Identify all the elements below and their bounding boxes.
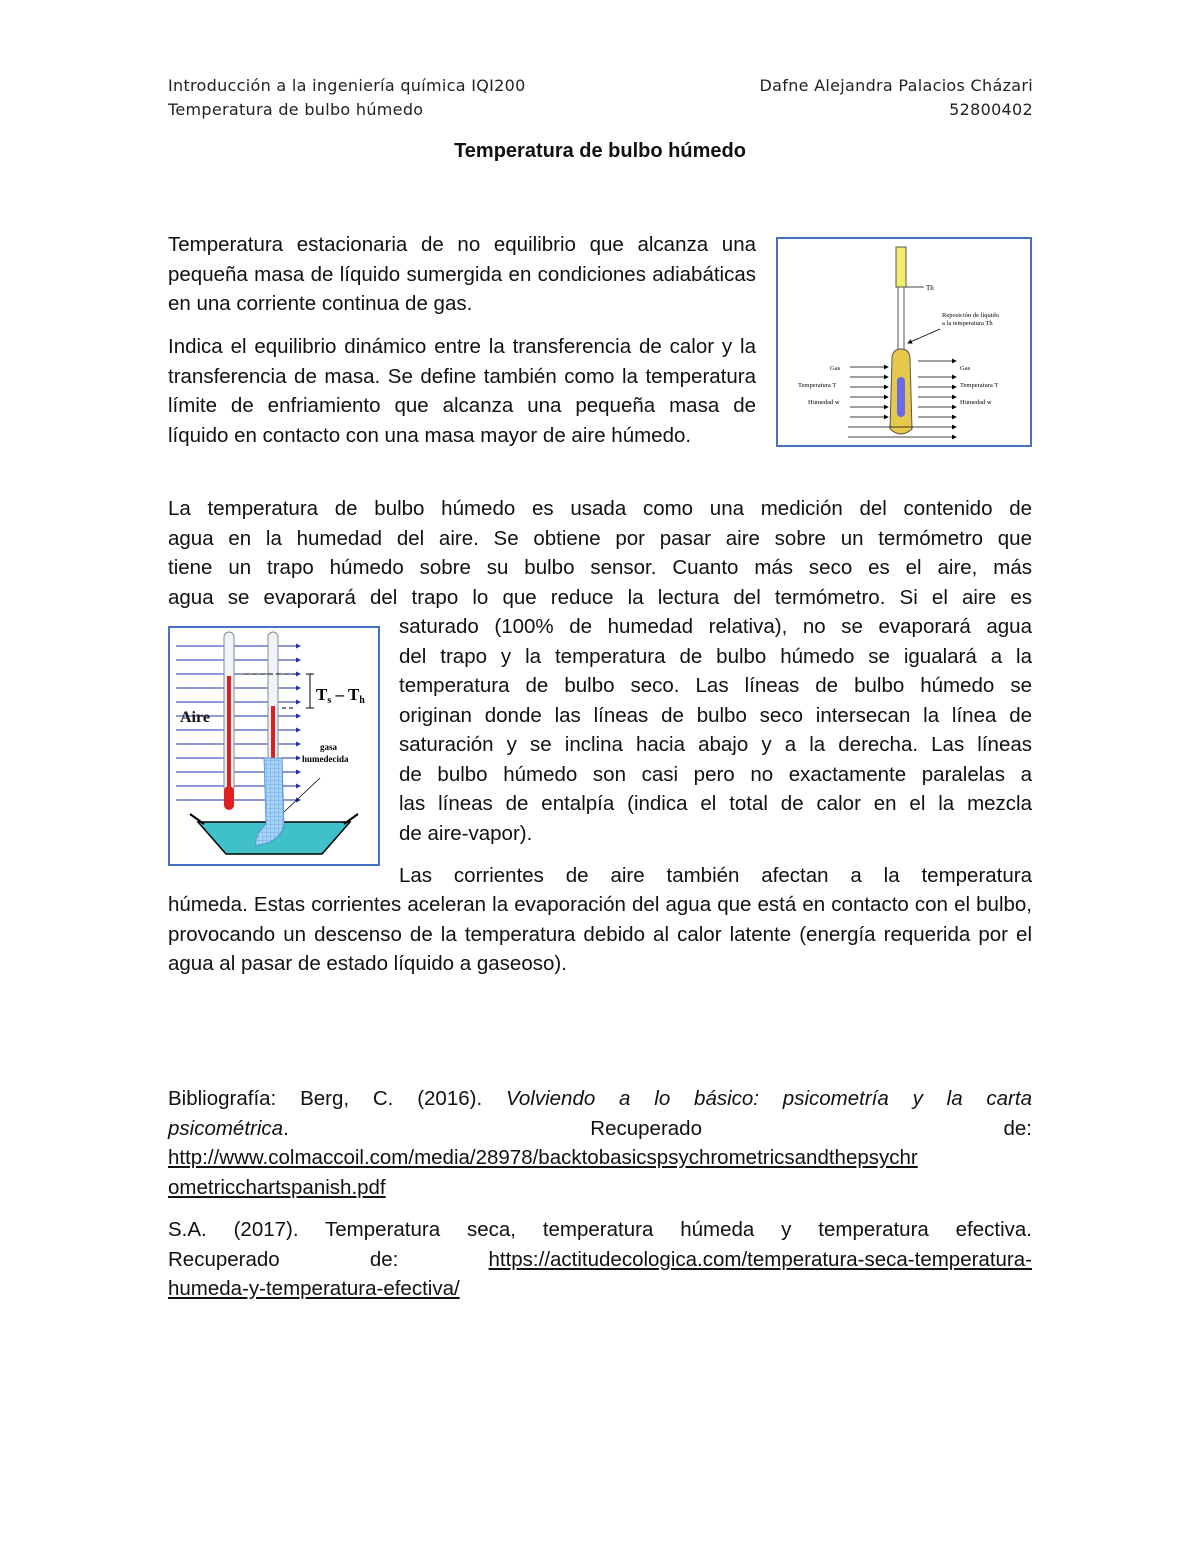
text-line: tiene un trapo húmedo sobre su bulbo sensor. Cuanto más seco es el aire, más [168,556,1032,579]
text-line: saturado (100% de humedad relativa), no se evaporará agua [399,615,1032,638]
text-line: temperatura de bulbo seco. Las líneas de bulbo húmedo se [399,674,1032,697]
ref1-line-3 [168,1143,1032,1173]
label-hum-left: Humedad w [808,399,840,406]
text-line: del trapo y la temperatura de bulbo húmedo se igualará a la [399,644,1032,668]
ref1-line-1: Bibliografía: Berg, C. (2016). Volviendo a lo básico: psicometría y la carta [168,1087,1032,1110]
dry-bulb [224,786,234,810]
paragraph-equilibrium: Indica el equilibrio dinámico entre la transferencia de calor y la transferencia de masa. Se define también como la temperatura límite de enfriamiento que alcanza una pequeña masa de líquido en contacto con una masa mayor de aire húmedo. [168,335,756,447]
paragraph-measurement-wrap [399,612,1032,848]
text-line: agua se evaporará del trapo lo que reduce la lectura del termómetro. Si el aire es [168,585,1032,609]
ref1-line-2: psicométrica. Recuperado de: [168,1116,1032,1140]
label-gas-left: Gas [830,365,841,372]
text-line: saturación y se inclina hacia abajo y a la derecha. Las líneas [399,733,1032,756]
psychrometer-figure [168,626,380,866]
label-aire: Aire [180,709,210,726]
wet-gauze [256,758,284,846]
label-reposicion-b: a la temperatura Th [942,320,993,327]
label-gasa-b: humedecida [302,754,349,764]
label-ts-th: Ts – Th [316,685,365,706]
ref2-line-1: S.A. (2017). Temperatura seca, temperatura húmeda y temperatura efectiva. [168,1218,1032,1241]
ref2-line-3 [168,1274,1032,1304]
text-line: originan donde las líneas de bulbo seco intersecan la línea de [399,703,1032,727]
ref2-link[interactable]: https://actitudecologica.com/temperatura-seca-temperatura- [488,1247,1032,1271]
paragraph-definition: Temperatura estacionaria de no equilibrio que alcanza una pequeña masa de líquido sumergida en condiciones adiabáticas en una corriente continua de gas. [168,233,756,315]
label-th: Th [926,284,934,292]
wet-bulb-schematic-figure [776,237,1032,447]
capillary-tube [896,247,906,287]
ref2-line-2: Recuperado de: https://actitudecologica.com/temperatura-seca-temperatura- [168,1245,1032,1275]
ref2-link-continued[interactable]: humeda-y-temperatura-efectiva/ [168,1277,460,1300]
header-student-id: 52800402 [949,100,1033,119]
page-title: Temperatura de bulbo húmedo [454,140,746,162]
label-temp-right: Temperatura T [960,382,999,389]
header-topic: Temperatura de bulbo húmedo [168,100,424,119]
gas-arrows-right [918,361,956,417]
paragraph-air-currents-first-line: Las corrientes de aire también afectan a la temperatura [399,864,1032,887]
wet-bulb-schematic-svg [778,239,1030,445]
header-course: Introducción a la ingeniería química IQI200 [168,76,526,95]
ref1-link-continued[interactable]: ometricchartspanish.pdf [168,1175,386,1199]
label-gas-right: Gas [960,365,971,372]
bibliography-ref-2 [168,1215,1032,1304]
ref1-line-4 [168,1173,1032,1203]
text-line: de aire-vapor). [399,821,533,845]
text-line: agua en la humedad del aire. Se obtiene por pasar aire sobre un termómetro que [168,526,1032,550]
label-gasa-a: gasa [320,742,338,752]
bibliography-ref-1 [168,1084,1032,1202]
label-temp-left: Temperatura T [798,382,837,389]
paragraph-air-currents: húmeda. Estas corrientes aceleran la evaporación del agua que está en contacto con el bulbo, provocando un descenso de la temperatura debido al calor latente (energía requerida por el agua al pasar de estado líquido a gaseoso). [168,893,1032,975]
label-hum-right: Humedad w [960,399,992,406]
psychrometer-svg [170,628,378,864]
paragraph-measurement-top [168,494,1032,612]
header-author: Dafne Alejandra Palacios Cházari [759,76,1033,95]
text-line: las líneas de entalpía (indica el total de calor en el la mezcla [399,792,1032,815]
text-line: de bulbo húmedo son casi pero no exactamente paralelas a [399,762,1032,786]
bulb [897,377,905,417]
label-reposicion-a: Reposición de líquido [942,312,1000,319]
text-line: La temperatura de bulbo húmedo es usada como una medición del contenido de [168,497,1032,520]
ref1-link[interactable]: http://www.colmaccoil.com/media/28978/backtobasicspsychrometricsandthepsychr [168,1146,918,1169]
